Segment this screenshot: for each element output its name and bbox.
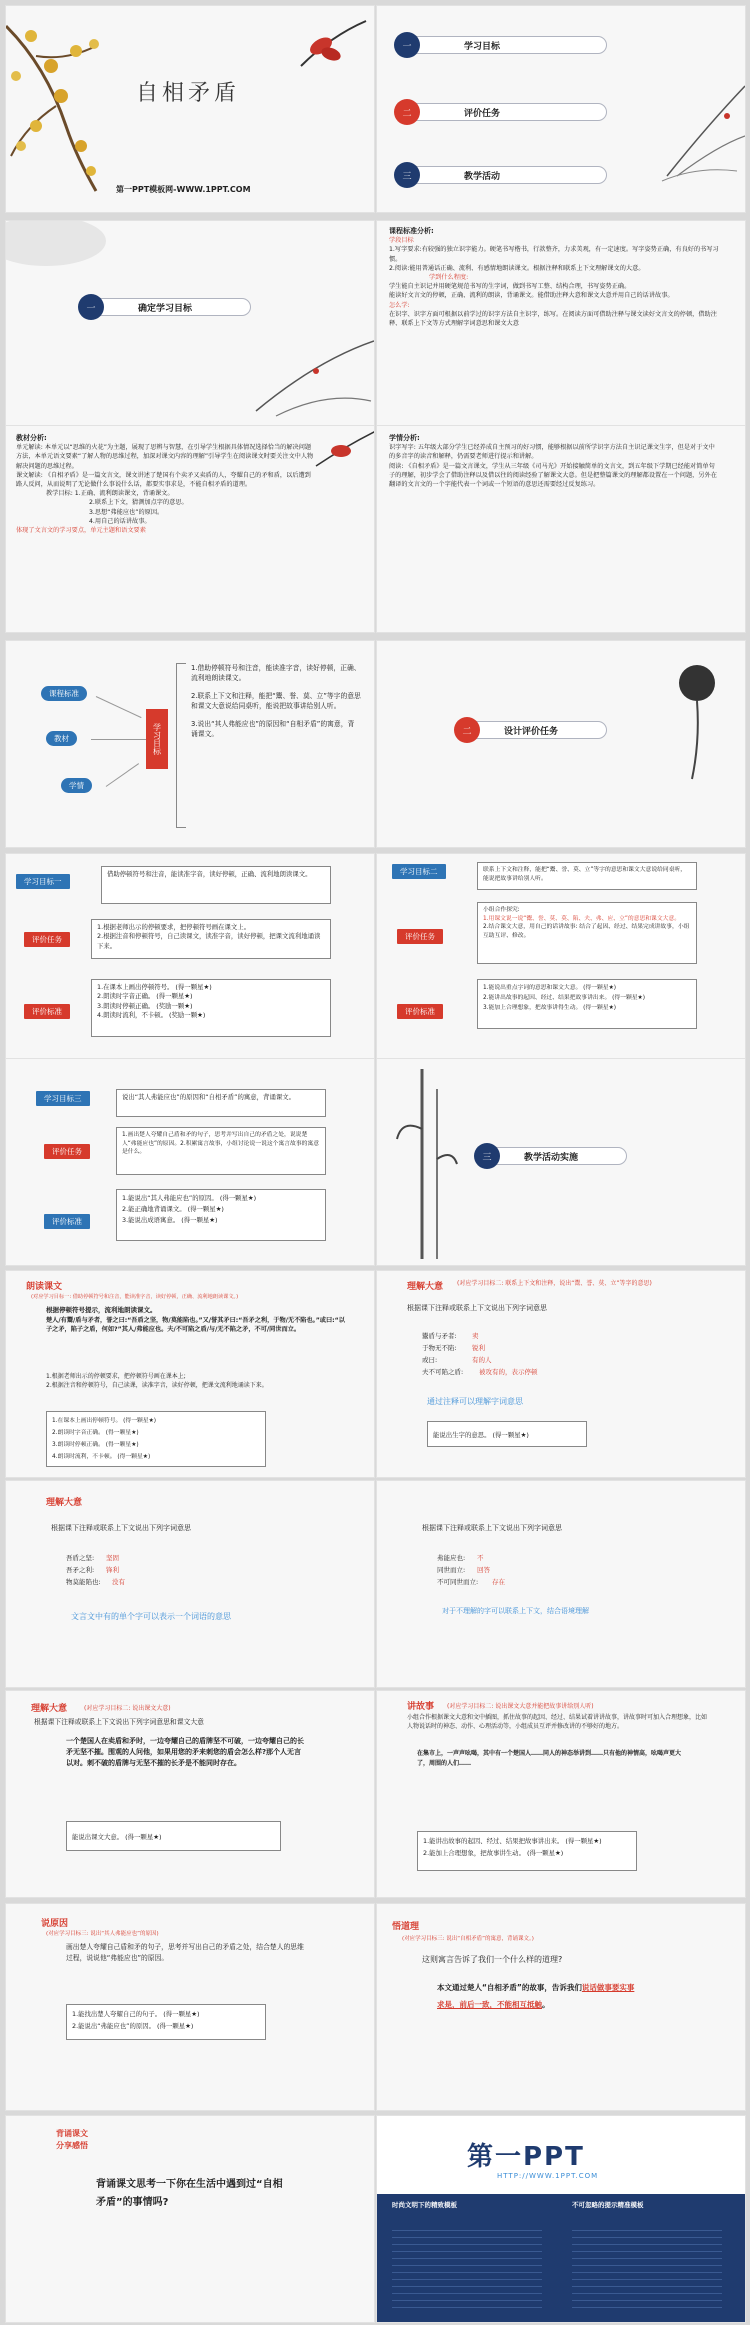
- read-std-1: 1.在课本上画出停顿符号。 (得一颗星★): [52, 1418, 157, 1424]
- slide-contents[interactable]: [376, 5, 746, 213]
- eval2-std-tag: 评价标准: [397, 1004, 443, 1019]
- slide-curriculum[interactable]: [376, 220, 746, 428]
- story-std-1: 1.能讲出故事的起因、经过、结果把故事讲出来。 (得一颗星★): [423, 1837, 602, 1845]
- eval3-target-tag: 学习目标三: [36, 1091, 90, 1106]
- meaning2-l2: 吾矛之利:: [66, 1566, 95, 1574]
- slide-meaning-2[interactable]: [5, 1480, 375, 1688]
- slide-cover[interactable]: [5, 5, 375, 213]
- meaning1-a2: 锐利: [472, 1344, 485, 1352]
- meaning1-l4: 夫不可陷之盾:: [422, 1368, 464, 1376]
- meaning1-l2: 于物无不陷:: [422, 1344, 457, 1352]
- eval1-task-box: [91, 919, 331, 959]
- curriculum-p4: 能读好文言文的停顿，正确、流利的朗读，背诵课文。能借助注释大意和课文大意并用自己的话讲故事。: [389, 292, 674, 300]
- contents-item-1[interactable]: [397, 36, 607, 54]
- read-std-box: [46, 1411, 266, 1467]
- reason-sub: (对应学习目标三: 说出“其人弗能应也”的原因): [46, 1931, 159, 1937]
- eval2-task-2: 2.结合课文大意，用自己的话讲故事: 结合了起因、经过、结果完成讲故事，小组互助互评、修改。: [483, 924, 690, 939]
- eval1-task-tag: 评价任务: [24, 932, 70, 947]
- read-std-4: 4.朗读时流利，不卡顿。 (得一颗星★): [52, 1454, 151, 1460]
- ad-links-left: [392, 2224, 542, 2314]
- eval2-std-2: 2.能讲出故事的起因、经过、结果把故事讲出来。 (得一颗星★): [483, 995, 646, 1001]
- eval2-task-box: [477, 902, 697, 964]
- eval2-target-tag: 学习目标二: [392, 864, 446, 879]
- summary-std-box: [66, 1821, 281, 1851]
- meaning1-std-box: [427, 1421, 587, 1447]
- eval1-task-2: 2.根据注音和停顿符号，自己读课文，读准字音，读好停顿，把课文流利地诵读下来。: [97, 932, 321, 950]
- meaning2-note: 文言文中有的单个字可以表示一个词语的意思: [71, 1612, 231, 1621]
- ad-footer: [377, 2194, 746, 2323]
- goals-list: [191, 663, 361, 739]
- eval2-task-1: 1.用课文说一说“鬻、誉、莫、莫、陷、夫、弗、应、立”的意思和课文大意。: [483, 915, 681, 922]
- meaning1-l3: 或曰:: [422, 1356, 438, 1364]
- moral-answer: [437, 1979, 637, 2013]
- red-flower-icon: [291, 16, 371, 76]
- slide-textbook[interactable]: [5, 425, 375, 633]
- slide-eval-1[interactable]: [5, 853, 375, 1061]
- summary-title: 理解大意: [31, 1704, 68, 1714]
- summary-text: 一个楚国人在卖盾和矛时，一边夸耀自己的盾牌坚不可破，一边夸耀自己的长矛无坚不摧。围观的人问他，如果用您的矛来刺您的盾会怎么样?那个人无言以对。刺不破的盾牌与无坚不摧的长矛是不能同时存在。: [66, 1737, 304, 1767]
- eval3-task-box: 1.画出楚人夸耀自己盾和矛的句子，思考并写出自己的矛盾之处，说说楚人“弗能应也”的原因。2.积累寓言故事，小组讨论说一说这个寓言故事的寓意是什么。: [116, 1127, 326, 1175]
- goals-label-learner: 学情: [61, 778, 92, 793]
- eval2-std-1: 1.能说出重点字词的意思和课文大意。 (得一颗星★): [483, 985, 617, 991]
- meaning1-title: 理解大意: [407, 1282, 444, 1292]
- section-2-pill[interactable]: [457, 721, 607, 739]
- slide-recite[interactable]: [5, 2115, 375, 2323]
- curriculum-h2: 学到什么程度:: [429, 274, 469, 282]
- slide-ad[interactable]: [376, 2115, 746, 2323]
- eval1-std-1: 1.在课本上画出停顿符号。 (得一颗星★): [97, 983, 212, 991]
- eval2-task-tag: 评价任务: [397, 929, 443, 944]
- eval3-std-box: [116, 1189, 326, 1241]
- story-std-2: 2.能加上合理想象，把故事讲生动。 (得一颗星★): [423, 1849, 564, 1857]
- meaning2-l3: 物莫能陷也:: [66, 1578, 101, 1586]
- read-sub: (对应学习目标一: 借助停顿符号和注音，能读准字音，读好停顿，正确、流利地朗读课文。): [31, 1294, 239, 1300]
- eval2-target-box: 联系上下文和注释，能把“鬻、誉、莫、立”等字的意思和课文大意说给同桌听，能说把故事讲给别人听。: [477, 862, 697, 890]
- story-sample: 在集市上，一声声吆喝，其中有一个楚国人……同人的神态举讲到……只有他的神情高，吆喝声更大了，周围的人们……: [417, 1750, 682, 1767]
- meaning1-sub: (对应学习目标二: 联系上下文和注释，说出“鬻、誉、莫、立”等字的意思): [457, 1280, 652, 1287]
- meaning2-title: 理解大意: [46, 1498, 83, 1508]
- section-2-num: 二: [454, 717, 480, 743]
- lotus-pod-icon: [662, 661, 732, 781]
- red-flower-icon: [316, 431, 375, 471]
- section-1-num: 一: [78, 294, 104, 320]
- story-title: 讲故事: [407, 1702, 435, 1712]
- contents-item-2[interactable]: [397, 103, 607, 121]
- read-text: 楚人/有鬻/盾与矛者，誉之曰:“吾盾之坚，物/莫能陷也。”又/誉其矛曰:“吾矛之利，于物/无不陷也。”或曰:“以子之矛，陷子之盾，何如?”其人/弗能应也。夫/不可陷之盾/与/无不陷之矛，不可/同世而立。: [46, 1317, 345, 1333]
- goal-item-3: 3.说出“其人弗能应也”的原因和“自相矛盾”的寓意，背诵课文。: [191, 720, 355, 738]
- meaning3-l1: 弗能应也:: [437, 1554, 466, 1562]
- section-3-label: 教学活动实施: [524, 1152, 579, 1163]
- goals-connector-2: [91, 739, 146, 740]
- ad-left-head: 时尚文明下的精致模板: [392, 2201, 457, 2209]
- meaning1-a1: 卖: [472, 1332, 479, 1340]
- plum-blossom-icon: [6, 6, 136, 196]
- meaning2-a2: 锋利: [106, 1566, 119, 1574]
- textbook-p4: 2.联系上下文，猜测加点字的意思。: [89, 499, 188, 507]
- meaning1-std: 能说出生字的意思。 (得一颗星★): [433, 1431, 529, 1439]
- meaning2-heading: 根据课下注释或联系上下文说出下列字词意思: [51, 1524, 191, 1532]
- goals-label-curriculum: 课程标准: [41, 686, 87, 701]
- read-std-3: 3.朗读时停顿正确。 (得一颗星★): [52, 1442, 139, 1448]
- slide-tell-story[interactable]: [376, 1690, 746, 1898]
- reason-std-box: [66, 2004, 266, 2040]
- textbook-title: 教材分析:: [16, 434, 47, 442]
- meaning1-a3: 有的人: [472, 1356, 492, 1364]
- textbook-p5: 3.思想“弗能应也”的原因。: [89, 508, 164, 516]
- bamboo-icon: [397, 1069, 457, 1259]
- moral-answer-3: 。: [542, 2000, 550, 2009]
- goal-item-2: 2.联系上下文和注释，能把“鬻、誉、莫、立”等字的意思和课文大意说给同桌听，能说把故事讲给别人听。: [191, 692, 361, 710]
- moral-answer-1: 本文通过楚人“自相矛盾”的故事，告诉我们: [437, 1983, 582, 1992]
- eval2-std-3: 3.能加上合理想象，把故事讲得生动。 (得一颗星★): [483, 1005, 617, 1011]
- meaning2-a1: 坚固: [106, 1554, 119, 1562]
- moral-answer-2: 说话做事要实事求是，前后一致，不能相互抵触: [437, 1983, 635, 2009]
- summary-sub: (对应学习目标二: 说出课文大意): [84, 1705, 171, 1712]
- learner-p2: 阅读: 《自相矛盾》是一篇文言课文，学生从三年级《司马光》开始接触简单的文言文，到五年级下学期已经能对简单句子的理解，初步学会了借助注释以及借以往的阅读经验了解课文大意。但是把整篇课文的理解都设置在一个问题，另外在翻译的文言文的一个字能代表一个词或一个短语的意思还需要经过反复练习。: [389, 462, 717, 489]
- orchid-icon: [657, 66, 746, 186]
- eval1-std-3: 3.朗读时停顿正确。 (奖励一颗★): [97, 1001, 193, 1010]
- section-3-pill[interactable]: [477, 1147, 627, 1165]
- section-1-pill[interactable]: [81, 298, 251, 316]
- slide-eval-2[interactable]: [376, 853, 746, 1061]
- meaning3-a3: 存在: [492, 1578, 505, 1586]
- eval3-std-1: 1.能说出“其人弗能应也”的原因。 (得一颗星★): [122, 1194, 257, 1202]
- eval3-std-3: 3.能说出成语寓意。 (得一颗星★): [122, 1216, 218, 1224]
- slide-read-aloud[interactable]: [5, 1270, 375, 1478]
- story-text: 小组合作根据课文大意和文中插图，抓住故事的起因、经过、结果试着讲讲故事，讲故事时可加入合理想象，比如人物说话时的神态、动作、心理活动等，小组成员互评并修改讲的不够好的地方。: [407, 1714, 708, 1730]
- reason-text: 画出楚人夸耀自己盾和矛的句子，思考并写出自己的矛盾之处，结合楚人的思维过程，说说他“弗能应也”的原因。: [66, 1943, 304, 1962]
- curriculum-title: 课程标准分析:: [389, 227, 434, 235]
- eval2-std-box: [477, 979, 697, 1029]
- goals-connector-3: [106, 763, 139, 787]
- curriculum-h3: 怎么学:: [389, 301, 410, 309]
- slide-meaning-summary[interactable]: [5, 1690, 375, 1898]
- meaning3-l2: 同世而立:: [437, 1566, 466, 1574]
- contents-label-3: 教学活动: [464, 171, 501, 182]
- meaning3-a2: 回答: [477, 1566, 490, 1574]
- ad-right-head: 不可忽略的提示精准模板: [572, 2201, 644, 2209]
- moral-question: 这则寓言告诉了我们一个什么样的道理?: [422, 1955, 563, 1964]
- eval1-std-box: [91, 979, 331, 1037]
- learner-p1: 识字写字: 五年级大部分学生已经养成自主预习的好习惯，能够根据以前所学识字方法自主识记课文生字，但是对于文中的多音字的读音和解释，仍需要老师进行提示和讲解。: [389, 444, 715, 461]
- meaning3-note: 对于不理解的字可以联系上下文，结合语境理解: [442, 1607, 589, 1615]
- curriculum-text: [389, 227, 729, 328]
- eval3-std-tag: 评价标准: [44, 1214, 90, 1229]
- section-1-label: 确定学习目标: [138, 303, 193, 314]
- meaning2-a3: 没有: [112, 1578, 125, 1586]
- textbook-p2: 课文解读: 《自相矛盾》是一篇文言文，课文讲述了楚国有个卖矛又卖盾的人，夸耀自己的矛和盾，以后遭到路人反问，从而说明了无论做什么事说什么话，都要实事求是，不能自相矛盾的道理。: [16, 471, 311, 489]
- reason-std-1: 1.能找出楚人夸耀自己的句子。 (得一颗星★): [72, 2010, 200, 2018]
- slide-moral[interactable]: [376, 1903, 746, 2111]
- slide-learner[interactable]: [376, 425, 746, 633]
- recite-question: 背诵课文思考一下你在生活中遇到过“自相矛盾”的事情吗?: [96, 2179, 283, 2208]
- orchid-icon: [246, 311, 375, 421]
- learner-text: [389, 434, 719, 489]
- contents-label-1: 学习目标: [464, 41, 501, 52]
- ad-links-right: [572, 2224, 722, 2314]
- curriculum-p5: 在识字、识字方面可根据以前学过的识字方法自主识字，练写。在阅读方面可借助注释与课文读好文言文的停顿，借助注释、联系上下文等方式理解字词意思和课文大意: [389, 310, 717, 328]
- read-heading: 根据停顿符号提示，流利地朗读课文。: [46, 1306, 157, 1314]
- read-title: 朗读课文: [26, 1282, 63, 1292]
- slide-meaning-1[interactable]: [376, 1270, 746, 1478]
- textbook-p7: 体现了文言文的学习要点，单元主题和语文要素: [16, 527, 146, 535]
- curriculum-h1: 学段目标: [389, 237, 414, 245]
- cover-site: 第一PPT模板网-WWW.1PPT.COM: [116, 185, 251, 194]
- ad-logo: 第一PPT: [467, 2142, 585, 2172]
- slide-section-3[interactable]: [376, 1058, 746, 1266]
- summary-heading: 根据课下注释或联系上下文说出下列字词意思和课文大意: [34, 1718, 204, 1726]
- contents-num-2: 二: [394, 99, 420, 125]
- meaning1-heading: 根据课下注释或联系上下文说出下列字词意思: [407, 1304, 547, 1312]
- story-std-box: [417, 1831, 637, 1871]
- curriculum-p3: 学生能自主识记并用硬笔规范书写的生字词，做到书写工整、结构合理，书写姿势正确。: [389, 283, 631, 291]
- ad-url: HTTP://WWW.1PPT.COM: [497, 2172, 599, 2180]
- moral-title: 悟道理: [392, 1922, 420, 1932]
- meaning1-l1: 鬻盾与矛者:: [422, 1332, 457, 1340]
- recite-t2: 分享感悟: [56, 2141, 88, 2150]
- eval1-target-box: 借助停顿符号和注音，能读准字音，读好停顿，正确、流利地朗读课文。: [101, 866, 331, 904]
- section-2-label: 设计评价任务: [504, 726, 559, 737]
- goals-center: 学习目标: [146, 709, 168, 769]
- slide-section-1[interactable]: [5, 220, 375, 428]
- slide-reason[interactable]: [5, 1903, 375, 2111]
- eval1-std-tag: 评价标准: [24, 1004, 70, 1019]
- goals-bracket: [176, 663, 186, 828]
- reason-std-2: 2.能说出“弗能应也”的原因。 (得一颗星★): [72, 2022, 194, 2030]
- slide-section-2[interactable]: [376, 640, 746, 848]
- goals-connector-1: [96, 696, 142, 718]
- read-task-1: 1.根据老师出示的停顿要求，把停顿符号画在课本上;: [46, 1373, 186, 1380]
- goals-label-textbook: 教材: [46, 731, 77, 746]
- recite-t1: 背诵课文: [56, 2129, 88, 2138]
- meaning3-a1: 不: [477, 1554, 484, 1562]
- meaning1-a4: 被攻有的，表示停顿: [479, 1368, 538, 1376]
- textbook-p1: 单元解读: 本单元以“思维的火花”为主题，展现了思辨与智慧，在引导学生根据具体情况选择恰当的解决问题方法，本单元语文要素“了解人物的思维过程，加深对课文内容的理解”引导学生在阅读课文时要关注文中人物解决问题的思维过程。: [16, 444, 314, 470]
- summary-std: 能说出课文大意。 (得一颗星★): [72, 1833, 162, 1841]
- contents-num-1: 一: [394, 32, 420, 58]
- learner-title: 学情分析:: [389, 434, 420, 442]
- contents-num-3: 三: [394, 162, 420, 188]
- slide-eval-3[interactable]: [5, 1058, 375, 1266]
- curriculum-p1: 1.写字要求:有较强的独立识字能力。硬笔书写楷书，行款整齐，力求美观，有一定速度。写字姿势正确，有良好的书写习惯。: [389, 246, 719, 263]
- goal-item-1: 1.借助停顿符号和注音，能读准字音，读好停顿，正确、流利地朗读课文。: [191, 664, 361, 682]
- story-sub: (对应学习目标二: 说出课文大意并能把故事讲给别人听): [447, 1703, 594, 1710]
- curriculum-p2: 2.阅读:能用普通话正确、流利、有感情地朗读课文。根据注释和联系上下文理解课文的大意。: [389, 264, 645, 272]
- eval1-target-tag: 学习目标一: [16, 874, 70, 889]
- read-std-2: 2.朗读时字音正确。 (得一颗星★): [52, 1430, 139, 1436]
- section-3-num: 三: [474, 1143, 500, 1169]
- slide-goals-map[interactable]: [5, 640, 375, 848]
- eval1-std-2: 2.朗读时字音正确。 (得一颗星★): [97, 992, 193, 1001]
- eval3-target-box: 说出“其人弗能应也”的原因和“自相矛盾”的寓意，背诵课文。: [116, 1089, 326, 1117]
- eval3-std-2: 2.能正确地背诵课文。 (得一颗星★): [122, 1205, 224, 1213]
- read-task-2: 2.根据注音和停顿符号，自己读课，读准字音，读好停顿，把课文流利地诵读下来。: [46, 1382, 268, 1389]
- meaning3-l3: 不可同世而立:: [437, 1578, 479, 1586]
- textbook-p3: 教学目标: 1.正确、流利朗读课文，背诵课文。: [46, 490, 174, 498]
- slide-meaning-3[interactable]: [376, 1480, 746, 1688]
- eval1-std-4: 4.朗读时流利，不卡顿。 (奖励一颗★): [97, 1011, 206, 1020]
- textbook-text: [16, 434, 316, 535]
- meaning2-l1: 吾盾之坚:: [66, 1554, 95, 1562]
- moral-sub: (对应学习目标三: 说出“自相矛盾”的寓意，背诵课文。): [402, 1936, 534, 1942]
- textbook-p6: 4.用自己的话讲故事。: [89, 517, 151, 525]
- eval1-task-1: 1.根据老师出示的停顿要求，把停顿符号画在课文上。: [97, 923, 251, 931]
- meaning3-heading: 根据课下注释或联系上下文说出下列字词意思: [422, 1524, 562, 1532]
- contents-label-2: 评价任务: [464, 108, 501, 119]
- reason-title: 说原因: [41, 1919, 69, 1929]
- meaning1-note: 通过注释可以理解字词意思: [427, 1397, 523, 1406]
- eval3-task-tag: 评价任务: [44, 1144, 90, 1159]
- eval2-task-0: 小组合作探究:: [483, 907, 520, 913]
- contents-item-3[interactable]: [397, 166, 607, 184]
- cover-title: 自相矛盾: [136, 81, 241, 106]
